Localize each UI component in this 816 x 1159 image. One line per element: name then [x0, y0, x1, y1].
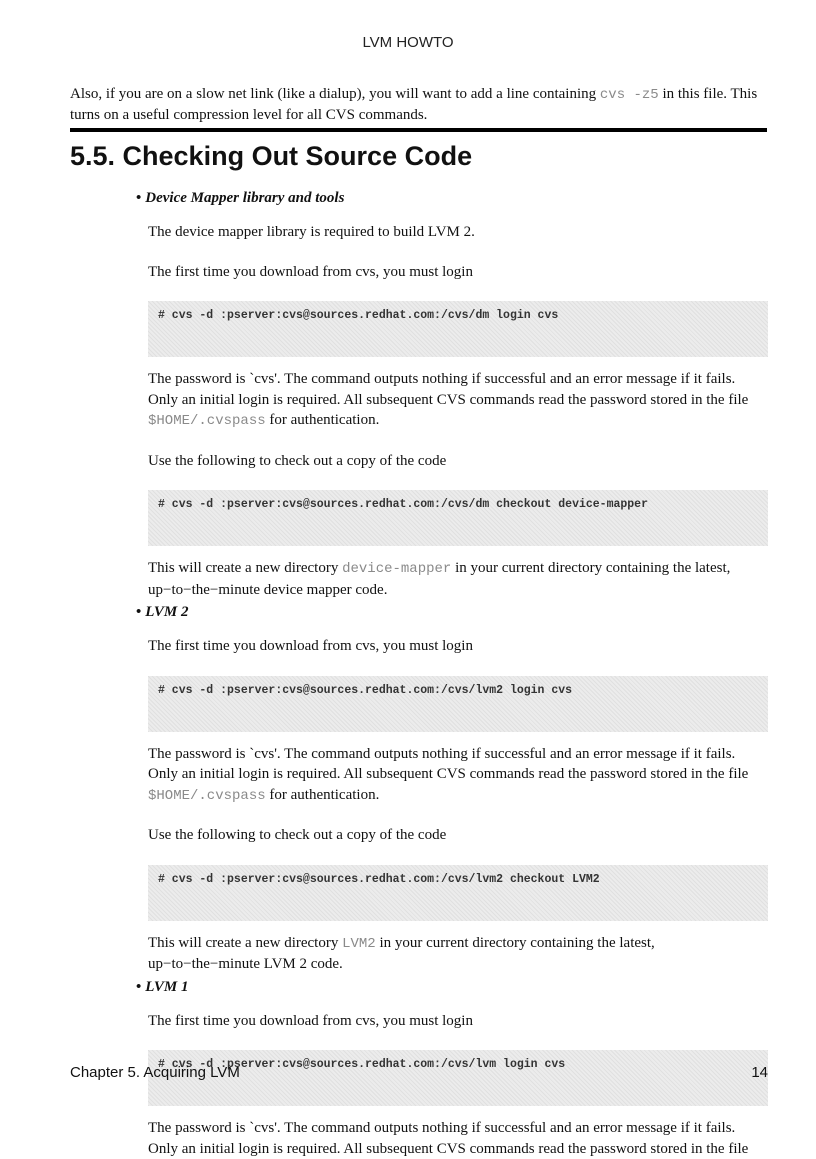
intro-paragraph — [70, 84, 770, 125]
lvm2-cvspass-path: $HOME/.cvspass — [148, 788, 266, 804]
list-item-device-mapper — [0, 186, 768, 600]
dm-create-2: in your current directory containing the latest, up−to−the−minute device mapper code. — [148, 560, 730, 598]
section-divider — [70, 128, 767, 132]
dm-password-body: The password is `cvs'. The command outputs nothing if successful and an error message if it fails. Only an initial login is required. All subsequent CVS commands read the password stored in the file — [148, 371, 748, 408]
bullet-icon: • — [136, 190, 141, 206]
intro-text-2: in this file. This turns on a useful compression level for all CVS commands. — [70, 86, 757, 123]
dm-create-text — [148, 558, 768, 600]
list-item-heading — [136, 975, 768, 999]
dm-for-auth: for authentication. — [266, 412, 380, 428]
lvm2-create-text — [148, 933, 768, 975]
dm-required-text: The device mapper library is required to build LVM 2. — [148, 222, 768, 243]
lvm2-directory-name: LVM2 — [342, 936, 376, 952]
dm-create-1: This will create a new directory — [148, 560, 342, 576]
bullet-icon: • — [136, 979, 141, 995]
section-content — [0, 186, 816, 1159]
footer-chapter: Chapter 5. Acquiring LVM — [70, 1064, 240, 1081]
list-item-heading — [136, 186, 768, 210]
lvm1-heading: LVM 1 — [145, 979, 188, 995]
bullet-icon: • — [136, 604, 141, 620]
lvm2-use-following-text: Use the following to check out a copy of the code — [148, 825, 768, 846]
dm-cvspass-path: $HOME/.cvspass — [148, 413, 266, 429]
dm-heading: Device Mapper library and tools — [145, 190, 344, 206]
list-item-heading — [136, 600, 768, 624]
dm-use-following-text: Use the following to check out a copy of the code — [148, 451, 768, 472]
dm-checkout-code-block: # cvs -d :pserver:cvs@sources.redhat.com:/cvs/dm checkout device-mapper — [148, 490, 768, 546]
lvm2-password-text — [148, 744, 768, 807]
section-title: 5.5. Checking Out Source Code — [70, 141, 472, 172]
intro-text-1: Also, if you are on a slow net link (like a dialup), you will want to add a line containing — [70, 86, 600, 102]
lvm2-checkout-code-block: # cvs -d :pserver:cvs@sources.redhat.com:/cvs/lvm2 checkout LVM2 — [148, 865, 768, 921]
lvm2-create-2: in your current directory containing the latest, up−to−the−minute LVM 2 code. — [148, 935, 655, 973]
intro-code: cvs -z5 — [600, 87, 659, 103]
lvm2-login-code-block: # cvs -d :pserver:cvs@sources.redhat.com:/cvs/lvm2 login cvs — [148, 676, 768, 732]
lvm1-login-code-block: # cvs -d :pserver:cvs@sources.redhat.com:/cvs/lvm login cvs — [148, 1050, 768, 1106]
lvm2-first-time-text: The first time you download from cvs, you must login — [148, 636, 768, 657]
lvm2-create-1: This will create a new directory — [148, 935, 342, 951]
running-header: LVM HOWTO — [0, 34, 816, 51]
lvm2-heading: LVM 2 — [145, 604, 188, 620]
lvm2-password-body: The password is `cvs'. The command outputs nothing if successful and an error message if it fails. Only an initial login is required. All subsequent CVS commands read the password stored in the file — [148, 746, 748, 783]
footer-page-number: 14 — [700, 1064, 768, 1081]
lvm2-for-auth: for authentication. — [266, 787, 380, 803]
lvm1-first-time-text: The first time you download from cvs, you must login — [148, 1011, 768, 1032]
list-item-lvm2 — [0, 600, 768, 975]
dm-first-time-text: The first time you download from cvs, you must login — [148, 262, 768, 283]
dm-password-text — [148, 369, 768, 432]
dm-directory-name: device-mapper — [342, 561, 451, 577]
lvm1-password-text: The password is `cvs'. The command outputs nothing if successful and an error message if it fails. Only an initial login is required. All subsequent CVS commands read the password stored in the file — [148, 1118, 768, 1159]
dm-login-code-block: # cvs -d :pserver:cvs@sources.redhat.com:/cvs/dm login cvs — [148, 301, 768, 357]
